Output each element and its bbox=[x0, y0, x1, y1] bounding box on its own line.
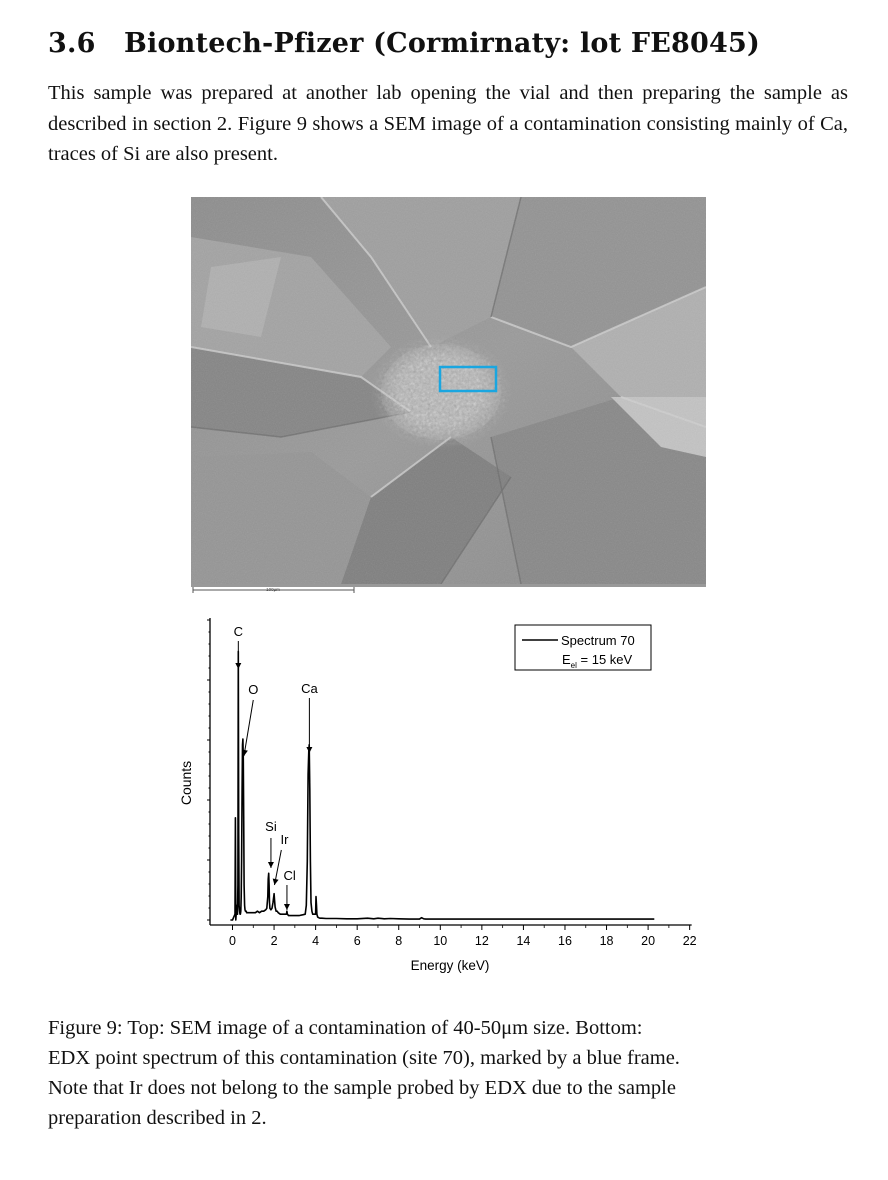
peak-label-ca: Ca bbox=[301, 681, 318, 696]
caption-line: Figure 9: Top: SEM image of a contamination of 40-50μm size. Bottom: bbox=[48, 1017, 643, 1039]
section-title: Biontech-Pfizer (Cormirnaty: lot FE8045) bbox=[124, 28, 760, 59]
peak-arrow-o bbox=[244, 700, 253, 756]
caption-line: Note that Ir does not belong to the sample probed by EDX due to the sample bbox=[48, 1077, 676, 1099]
peak-label-o: O bbox=[248, 682, 259, 697]
y-axis-label: Counts bbox=[178, 760, 194, 806]
intro-paragraph: This sample was prepared at another lab opening the vial and then preparing the sample as described in section 2. Figure 9 shows a SEM image of a contamination consisting mainly of Ca, traces of Si are also present. bbox=[48, 82, 848, 165]
x-tick-label: 16 bbox=[558, 934, 572, 948]
peak-arrowhead-si bbox=[268, 862, 274, 868]
x-tick-label: 18 bbox=[599, 934, 614, 948]
x-tick-label: 12 bbox=[474, 934, 489, 948]
legend bbox=[515, 625, 651, 670]
section-heading bbox=[48, 28, 760, 59]
x-tick-label: 4 bbox=[312, 934, 320, 948]
x-axis bbox=[210, 925, 697, 948]
peak-arrowhead-ir bbox=[273, 879, 279, 885]
peak-arrowhead-ca bbox=[306, 747, 312, 753]
edx-spectrum-chart bbox=[160, 610, 720, 985]
peak-label-c: C bbox=[233, 624, 244, 639]
x-tick-label: 14 bbox=[516, 934, 531, 948]
x-axis-label: Energy (keV) bbox=[410, 958, 490, 973]
peak-arrowhead-cl bbox=[284, 904, 290, 910]
legend-energy-value: = 15 keV bbox=[576, 652, 633, 667]
x-tick-label: 10 bbox=[433, 934, 448, 948]
caption-line: EDX point spectrum of this contamination (site 70), marked by a blue frame. bbox=[48, 1047, 680, 1069]
y-axis bbox=[207, 618, 210, 925]
x-tick-label: 2 bbox=[270, 934, 278, 948]
x-tick-label: 6 bbox=[353, 934, 361, 948]
legend-series-name: Spectrum 70 bbox=[561, 633, 635, 648]
section-number: 3.6 bbox=[48, 28, 96, 59]
peak-label-si: Si bbox=[265, 819, 277, 834]
caption-line: preparation described in 2. bbox=[48, 1107, 267, 1129]
peak-label-cl: Cl bbox=[283, 868, 296, 883]
x-tick-label: 20 bbox=[641, 934, 656, 948]
x-tick-label: 8 bbox=[395, 934, 403, 948]
scale-label: 100µm bbox=[266, 587, 280, 592]
x-tick-label: 0 bbox=[229, 934, 236, 948]
legend-energy-symbol: E bbox=[562, 652, 571, 667]
x-tick-label: 22 bbox=[682, 934, 697, 948]
figure-caption bbox=[48, 1013, 848, 1133]
peak-arrowhead-c bbox=[235, 663, 241, 669]
peak-label-ir: Ir bbox=[280, 832, 289, 847]
legend-energy-subscript: el bbox=[570, 661, 577, 670]
scale-bar bbox=[191, 584, 706, 602]
sem-image bbox=[191, 197, 706, 584]
